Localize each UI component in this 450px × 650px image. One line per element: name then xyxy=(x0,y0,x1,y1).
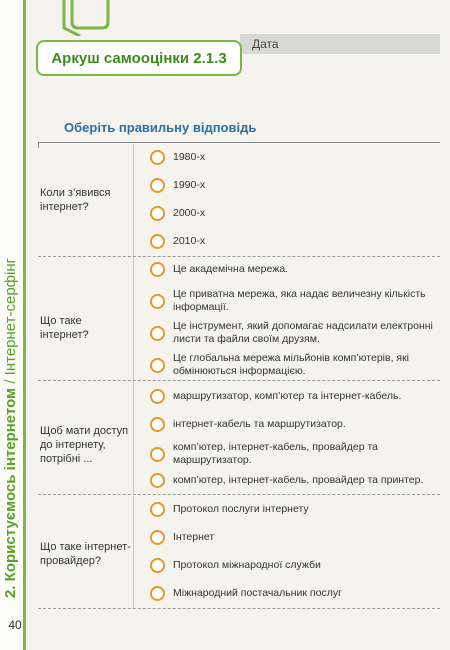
question-3-option-4[interactable] xyxy=(150,473,440,488)
option-label: 1990-х xyxy=(173,179,206,191)
chapter-label xyxy=(2,198,19,598)
question-4-text: Що таке інтернет-провайдер? xyxy=(40,541,131,567)
date-label: Дата xyxy=(252,37,279,51)
header-decoration xyxy=(62,0,132,36)
question-2-option-2[interactable] xyxy=(150,288,440,314)
question-2-option-1[interactable] xyxy=(150,262,440,277)
radio-button[interactable] xyxy=(150,558,165,573)
question-1-option-2[interactable] xyxy=(150,178,440,193)
question-1-option-4[interactable] xyxy=(150,234,440,249)
question-4-option-3[interactable] xyxy=(150,558,440,573)
radio-button[interactable] xyxy=(150,358,165,373)
option-label: 2010-х xyxy=(173,235,206,247)
radio-button[interactable] xyxy=(150,389,165,404)
question-1-text: Коли з’явився інтернет? xyxy=(40,187,111,213)
radio-button[interactable] xyxy=(150,150,165,165)
radio-button[interactable] xyxy=(150,417,165,432)
question-separator xyxy=(38,608,440,609)
option-label: Це академічна мережа. xyxy=(173,263,288,275)
chapter-section: 2. Користуємось інтернетом xyxy=(2,387,19,598)
option-label: інтернет-кабель та маршрутизатор. xyxy=(173,418,346,430)
table-top-rule xyxy=(38,142,440,143)
worksheet-title-box xyxy=(36,40,242,76)
worksheet-title: Аркуш самооцінки 2.1.3 xyxy=(51,49,227,67)
column-divider xyxy=(133,496,134,608)
radio-button[interactable] xyxy=(150,473,165,488)
question-4-option-2[interactable] xyxy=(150,530,440,545)
radio-button[interactable] xyxy=(150,502,165,517)
question-separator xyxy=(38,494,440,495)
page-number: 40 xyxy=(8,618,22,632)
radio-button[interactable] xyxy=(150,530,165,545)
option-label: Це приватна мережа, яка надає величезну кількість інформації. xyxy=(173,288,426,313)
option-label: Це інструмент, який допомагає надсилати електронні листи та файли своїм друзям. xyxy=(173,320,433,345)
radio-button[interactable] xyxy=(150,447,165,462)
question-1-option-1[interactable] xyxy=(150,150,440,165)
question-2-option-4[interactable] xyxy=(150,352,440,378)
radio-button[interactable] xyxy=(150,262,165,277)
chapter-subsection: / Інтернет-серфінг xyxy=(2,257,19,384)
question-separator xyxy=(38,256,440,257)
radio-button[interactable] xyxy=(150,586,165,601)
option-label: Міжнародний постачальник послуг xyxy=(173,587,342,599)
question-separator xyxy=(38,380,440,381)
option-label: Це глобальна мережа мільйонів комп’ютерів, які обмінюються інформацією. xyxy=(173,352,410,377)
table-top-tick xyxy=(38,142,39,148)
radio-button[interactable] xyxy=(150,326,165,341)
question-2-text: Що таке інтернет? xyxy=(40,315,89,341)
radio-button[interactable] xyxy=(150,234,165,249)
option-label: комп’ютер, інтернет-кабель, провайдер та принтер. xyxy=(173,474,424,486)
option-label: Протокол послуги інтернету xyxy=(173,503,309,515)
column-divider xyxy=(133,144,134,256)
option-label: Протокол міжнародної служби xyxy=(173,559,321,571)
question-4-option-1[interactable] xyxy=(150,502,440,517)
question-3-option-2[interactable] xyxy=(150,417,440,432)
option-label: Інтернет xyxy=(173,531,215,543)
question-3-option-3[interactable] xyxy=(150,441,440,467)
instruction-text: Оберіть правильну відповідь xyxy=(64,120,257,135)
column-divider xyxy=(133,258,134,380)
option-label: 2000-х xyxy=(173,207,206,219)
option-label: комп’ютер, інтернет-кабель, провайдер та маршрутизатор. xyxy=(173,441,379,466)
question-4-option-4[interactable] xyxy=(150,586,440,601)
question-2-option-3[interactable] xyxy=(150,320,440,346)
radio-button[interactable] xyxy=(150,178,165,193)
column-divider xyxy=(133,382,134,494)
option-label: маршрутизатор, комп’ютер та інтернет-кабель. xyxy=(173,390,402,402)
radio-button[interactable] xyxy=(150,206,165,221)
question-3-option-1[interactable] xyxy=(150,389,440,404)
question-1-option-3[interactable] xyxy=(150,206,440,221)
radio-button[interactable] xyxy=(150,294,165,309)
question-3-text: Щоб мати доступ до інтернету, потрібні ... xyxy=(40,425,129,465)
option-label: 1980-х xyxy=(173,151,206,163)
